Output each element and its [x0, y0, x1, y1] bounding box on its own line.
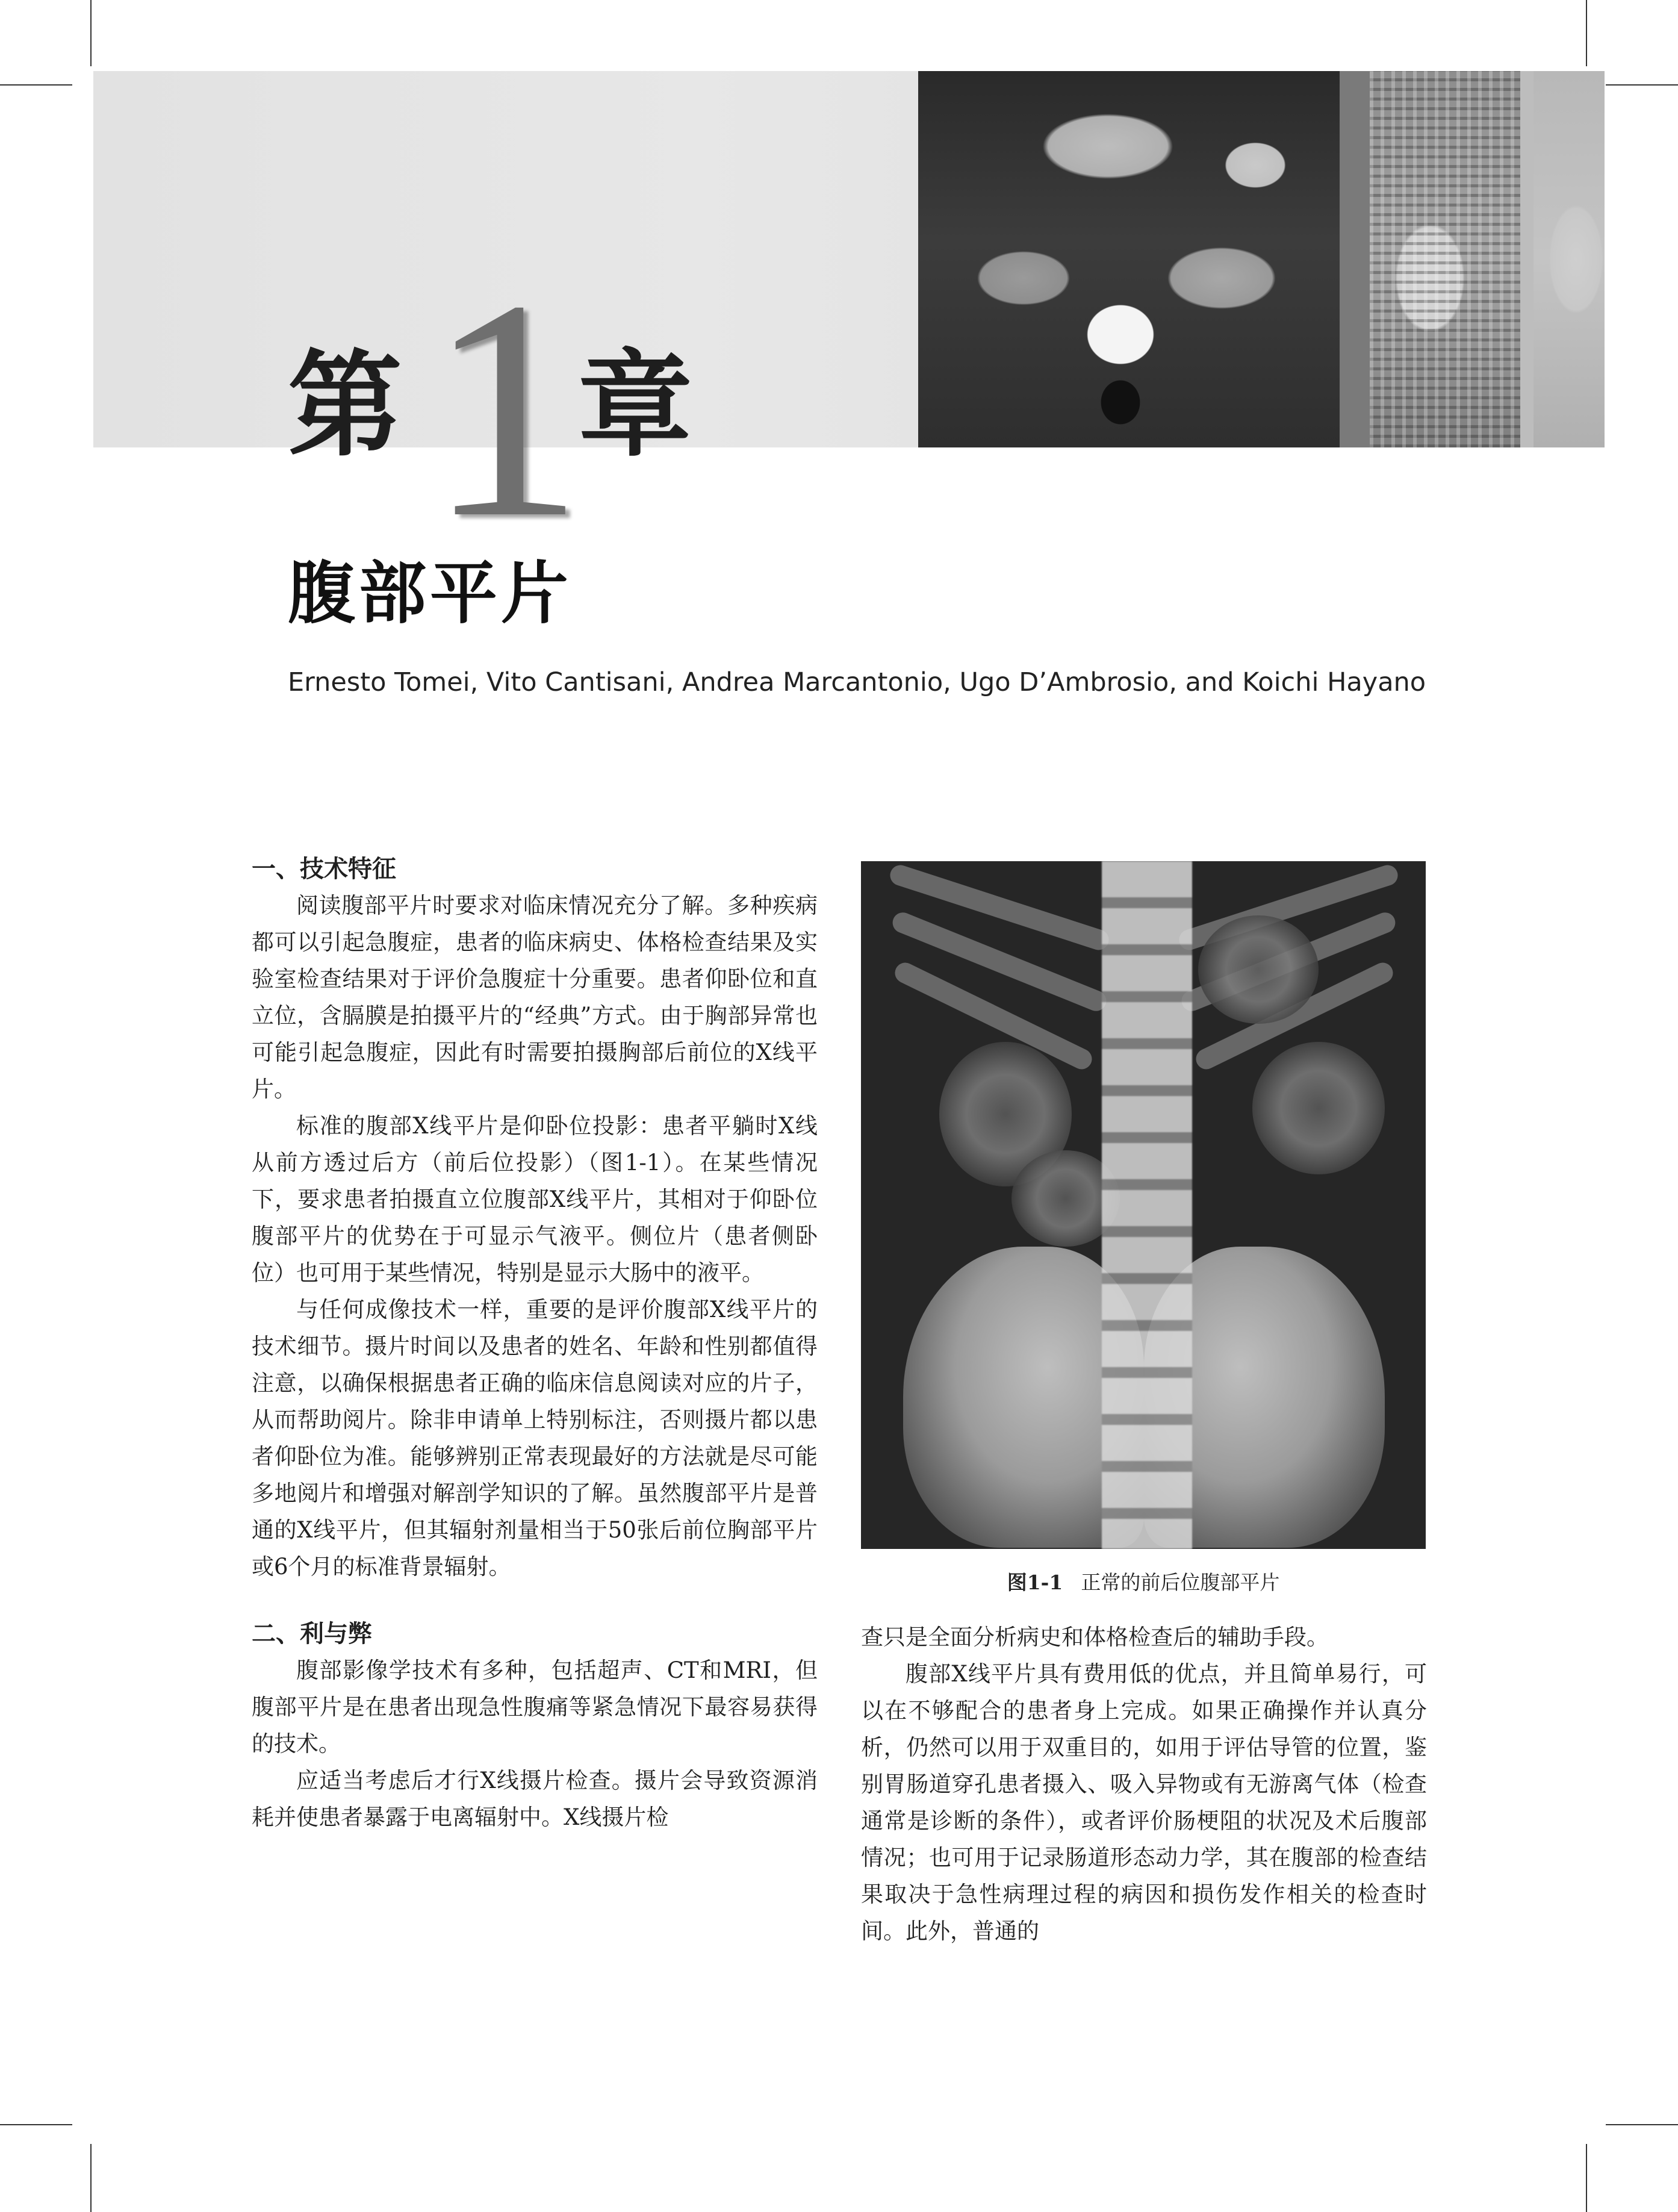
crop-mark	[1586, 2144, 1587, 2212]
crop-mark	[1586, 0, 1587, 66]
figure-caption-text: 正常的前后位腹部平片	[1081, 1571, 1280, 1594]
ct-scan-image	[1534, 71, 1605, 447]
crop-mark	[0, 2124, 72, 2125]
chapter-title: 腹部平片	[288, 555, 572, 633]
paragraph: 腹部X线平片具有费用低的优点，并且简单易行，可以在不够配合的患者身上完成。如果正确操作并认真分析，仍然可以用于双重目的，如用于评估导管的位置，鉴别胃肠道穿孔患者摄入、吸入异物或有无游离气体（检查通常是诊断的条件），或者评价肠梗阻的状况及术后腹部情况；也可用于记录肠道形态动力学，其在腹部的检查结果取决于急性病理过程的病因和损伤发作相关的检查时间。此外，普通的	[861, 1661, 1427, 1944]
chapter-number: 1	[427, 236, 584, 582]
crop-mark	[90, 2144, 92, 2212]
banner-divider	[1520, 71, 1534, 447]
bowel-gas	[1252, 1042, 1385, 1174]
paragraph: 应适当考虑后才行X线摄片检查。摄片会导致资源消耗并使患者暴露于电离辐射中。X线摄片检	[252, 1768, 818, 1830]
section-heading: 二、利与弊	[252, 1619, 372, 1648]
spine	[1102, 861, 1192, 1549]
paragraph: 标准的腹部X线平片是仰卧位投影：患者平躺时X线从前方透过后方（前后位投影）（图1-1）。在某些情况下，要求患者拍摄直立位腹部X线平片，其相对于仰卧位腹部平片的优势在于可显示气液平。侧位片（患者侧卧位）也可用于某些情况，特别是显示大肠中的液平。	[252, 1113, 818, 1286]
bowel-gas	[1198, 915, 1319, 1024]
ct-scan-image	[918, 71, 1340, 447]
figure-number: 图1-1	[1007, 1571, 1063, 1594]
crop-mark	[1606, 84, 1678, 86]
xray-figure	[861, 861, 1426, 1549]
right-column	[861, 1619, 1427, 1949]
paragraph: 阅读腹部平片时要求对临床情况充分了解。多种疾病都可以引起急腹症，患者的临床病史、体格检查结果及实验室检查结果对于评价急腹症十分重要。患者仰卧位和直立位，含膈膜是拍摄平片的“经典”方式。由于胸部异常也可能引起急腹症，因此有时需要拍摄胸部后前位的X线平片。	[252, 893, 818, 1102]
banner-divider	[1340, 71, 1370, 447]
chapter-suffix: 章	[578, 338, 693, 472]
crop-mark	[90, 0, 92, 66]
crop-mark	[0, 84, 72, 86]
chapter-prefix: 第	[288, 338, 403, 472]
ct-scan-image	[1370, 71, 1520, 447]
paragraph: 腹部影像学技术有多种，包括超声、CT和MRI，但腹部平片是在患者出现急性腹痛等紧急情况下最容易获得的技术。	[252, 1657, 818, 1757]
crop-mark	[1606, 2124, 1678, 2125]
author-list: Ernesto Tomei, Vito Cantisani, Andrea Marcantonio, Ugo D’Ambrosio, and Koichi Hayano	[288, 667, 1426, 697]
section-heading: 一、技术特征	[252, 855, 396, 883]
paragraph: 与任何成像技术一样，重要的是评价腹部X线平片的技术细节。摄片时间以及患者的姓名、年龄和性别都值得注意，以确保根据患者正确的临床信息阅读对应的片子，从而帮助阅片。除非申请单上特别标注，否则摄片都以患者仰卧位为准。能够辨别正常表现最好的方法就是尽可能多地阅片和增强对解剖学知识的了解。虽然腹部平片是普通的X线平片，但其辐射剂量相当于50张后前位胸部平片或6个月的标准背景辐射。	[252, 1297, 818, 1580]
paragraph: 查只是全面分析病史和体格检查后的辅助手段。	[861, 1624, 1329, 1650]
left-column	[252, 850, 818, 1836]
figure-caption	[861, 1571, 1426, 1595]
